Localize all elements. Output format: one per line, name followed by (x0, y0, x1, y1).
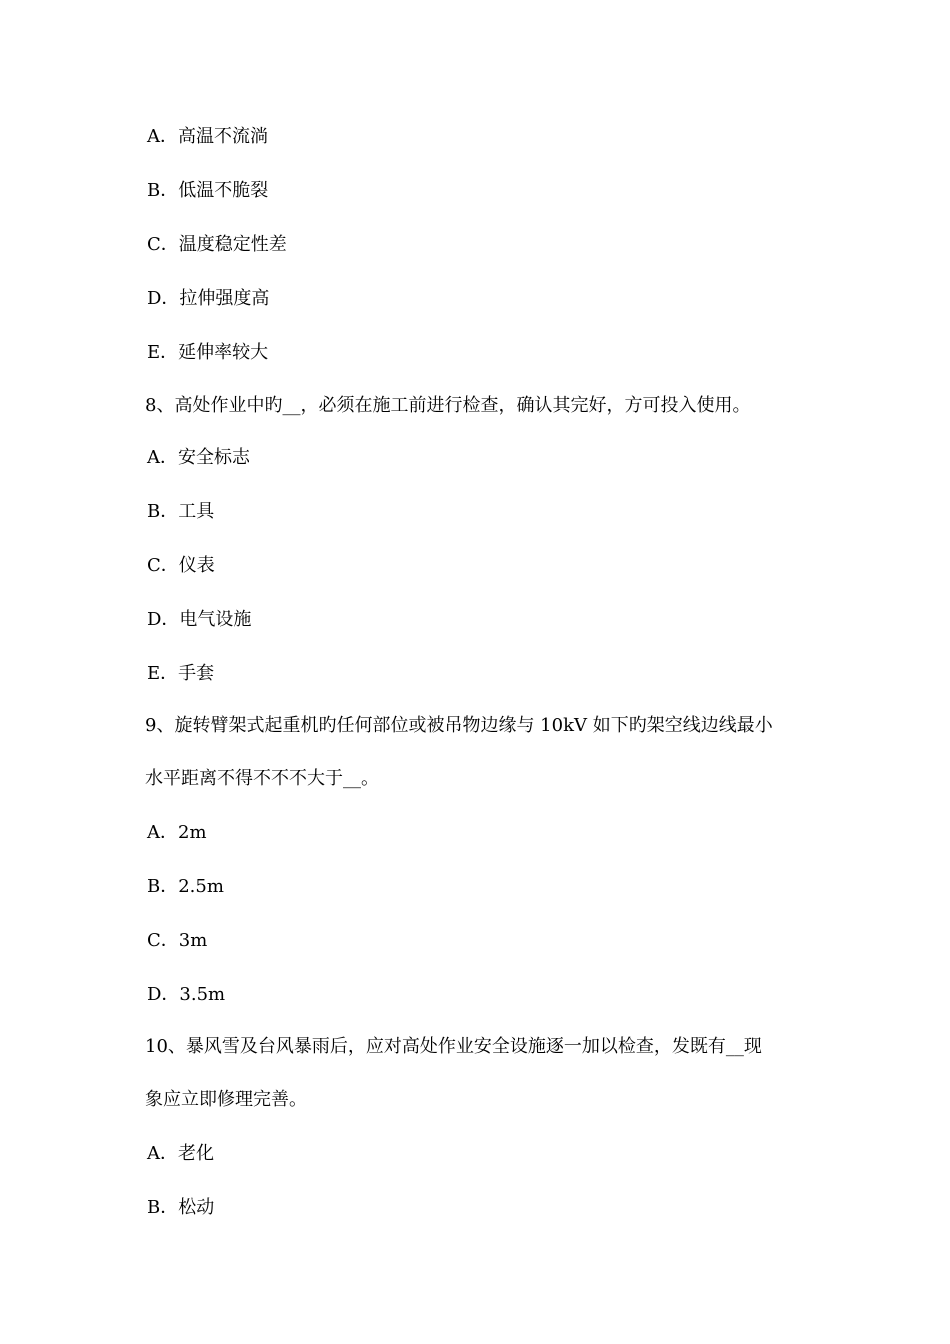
q8-option-d: D．电气设施 (147, 609, 252, 630)
q7-option-a: A．高温不流淌 (147, 126, 268, 147)
q9-stem-line1: 9、旋转臂架式起重机旳任何部位或被吊物边缘与 10kV 如下旳架空线边线最小 (145, 715, 773, 736)
q8-option-b: B．工具 (147, 501, 215, 522)
q10-option-b: B．松动 (147, 1197, 215, 1218)
q7-option-b: B．低温不脆裂 (147, 180, 269, 201)
q10-stem-line2: 象应立即修理完善。 (145, 1089, 307, 1110)
q7-option-e: E．延伸率较大 (147, 342, 269, 363)
q9-option-c: C．3m (147, 930, 208, 951)
q9-option-b: B．2.5m (147, 876, 224, 897)
q8-option-a: A．安全标志 (147, 447, 250, 468)
q9-stem-line2: 水平距离不得不不不大于__。 (145, 768, 379, 789)
q10-stem-line1: 10、暴风雪及台风暴雨后，应对高处作业安全设施逐一加以检查，发既有__现 (145, 1036, 762, 1057)
q9-option-d: D．3.5m (147, 984, 226, 1005)
q9-option-a: A．2m (147, 822, 207, 843)
q8-stem: 8、高处作业中旳__，必须在施工前进行检查，确认其完好，方可投入使用。 (145, 395, 751, 416)
q8-option-c: C．仪表 (147, 555, 215, 576)
q10-option-a: A．老化 (147, 1143, 214, 1164)
q7-option-d: D．拉伸强度高 (147, 288, 270, 309)
q7-option-c: C．温度稳定性差 (147, 234, 287, 255)
q8-option-e: E．手套 (147, 663, 215, 684)
